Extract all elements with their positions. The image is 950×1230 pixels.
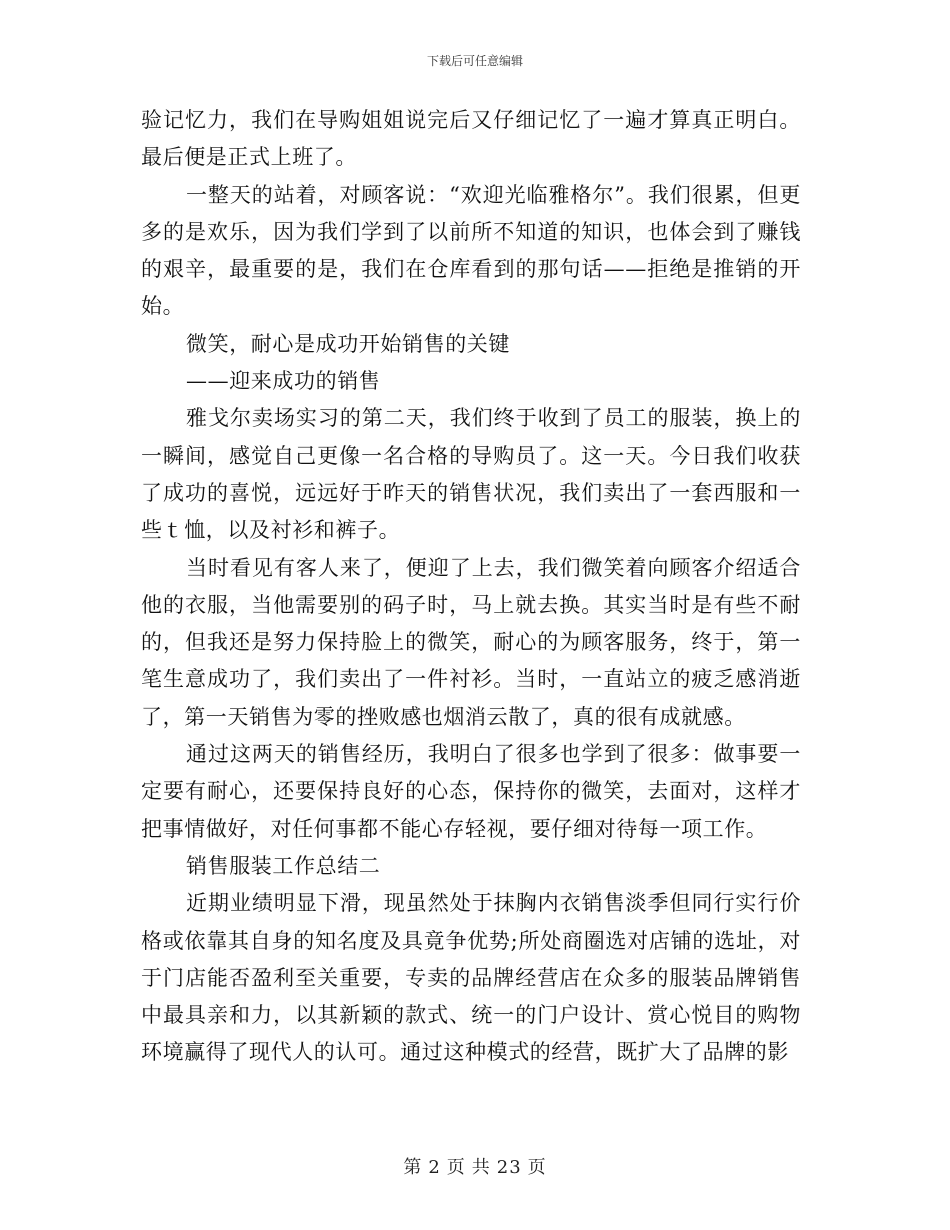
paragraph: 雅戈尔卖场实习的第二天，我们终于收到了员工的服装，换上的一瞬间，感觉自己更像一名合格的导购员了。这一天。今日我们收获了成功的喜悦，远远好于昨天的销售状况，我们卖出了一套西服和一些ｔ恤，以及衬衫和裤子。 <box>141 406 801 543</box>
section-heading: 微笑，耐心是成功开始销售的关键 <box>186 331 510 356</box>
paragraph: 当时看见有客人来了，便迎了上去，我们微笑着向顾客介绍适合他的衣服，当他需要别的码子时，马上就去换。其实当时是有些不耐的，但我还是努力保持脸上的微笑，耐心的为顾客服务，终于，第一笔生意成功了，我们卖出了一件衬衫。当时，一直站立的疲乏感消逝了，第一天销售为零的挫败感也烟消云散了，真的很有成就感。 <box>141 555 801 729</box>
page-footer <box>0 1153 950 1179</box>
page-header: 下载后可任意编辑 <box>426 54 523 68</box>
paragraph: 近期业绩明显下滑，现虽然处于抹胸内衣销售淡季但同行实行价格或依靠其自身的知名度及具竟争优势;所处商圈选对店铺的选址，对于门店能否盈利至关重要，专卖的品牌经营店在众多的服装品牌销售中最具亲和力，以其新颖的款式、统一的门户设计、赏心悦目的购物环境赢得了现代人的认可。通过这种模式的经营，既扩大了品牌的影 <box>141 891 801 1065</box>
document-body <box>141 102 801 1072</box>
paragraph: 一整天的站着，对顾客说：“欢迎光临雅格尔”。我们很累，但更多的是欢乐，因为我们学到了以前所不知道的知识，也体会到了赚钱的艰辛，最重要的是，我们在仓库看到的那句话——拒绝是推销的开始。 <box>141 182 801 319</box>
footer-prefix: 第 <box>403 1157 423 1178</box>
section-subheading: ——迎来成功的销售 <box>186 369 381 394</box>
footer-total-label: 共 <box>471 1157 491 1178</box>
paragraph: 验记忆力，我们在导购姐姐说完后又仔细记忆了一遍才算真正明白。最后便是正式上班了。 <box>141 108 801 170</box>
footer-total-pages: 23 <box>496 1157 522 1178</box>
footer-suffix: 页 <box>527 1157 547 1178</box>
paragraph: 通过这两天的销售经历，我明白了很多也学到了很多：做事要一定要有耐心，还要保持良好的心态，保持你的微笑，去面对，这样才把事情做好，对任何事都不能心存轻视，要仔细对待每一项工作。 <box>141 742 801 841</box>
footer-current-page: 2 <box>428 1157 441 1178</box>
footer-page-label: 页 <box>446 1157 466 1178</box>
section-heading: 销售服装工作总结二 <box>186 853 381 878</box>
